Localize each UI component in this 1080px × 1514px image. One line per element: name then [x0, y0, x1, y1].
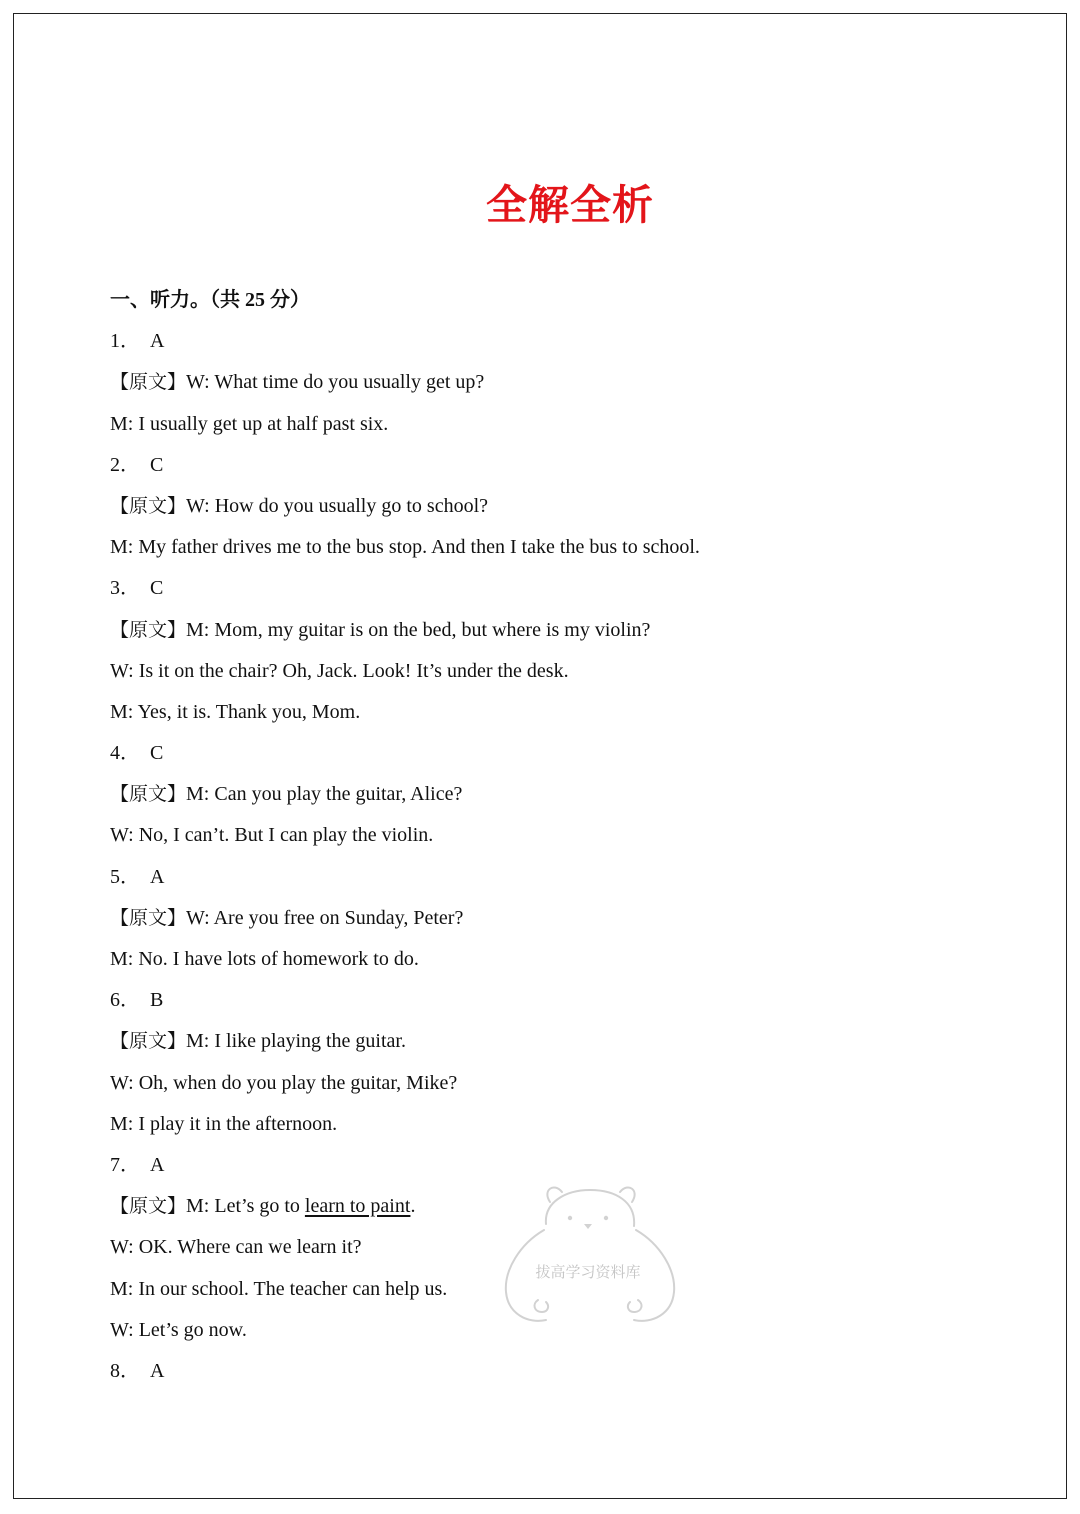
- answer-letter: A: [150, 1359, 165, 1382]
- answer-letter: C: [150, 742, 164, 765]
- dialogue-line: M: My father drives me to the bus stop. And then I take the bus to school.: [110, 536, 700, 559]
- transcript-line: [110, 774, 1010, 815]
- question-number: 8．: [110, 1359, 140, 1382]
- document-body: [110, 280, 1010, 1392]
- answer-letter: A: [150, 330, 165, 353]
- dialogue-line: M: I play it in the afternoon.: [110, 1112, 338, 1135]
- dialogue-text: M: Let’s go to: [186, 1195, 305, 1218]
- dialogue-line: W: Oh, when do you play the guitar, Mike?: [110, 1071, 458, 1094]
- answer-letter: A: [150, 1153, 165, 1176]
- transcript-tag: 【原文】: [110, 783, 187, 806]
- transcript-line: [110, 898, 1010, 939]
- transcript-line: [110, 610, 1010, 651]
- dialogue-text: M: Mom, my guitar is on the bed, but where is my violin?: [186, 618, 651, 641]
- answer-letter: C: [150, 577, 164, 600]
- question-number: 6．: [110, 989, 140, 1012]
- dialogue-text: M: Can you play the guitar, Alice?: [186, 783, 463, 806]
- answer-line: [110, 445, 1010, 486]
- transcript-line: [110, 486, 1010, 527]
- dialogue-line: W: Is it on the chair? Oh, Jack. Look! It’s under the desk.: [110, 659, 569, 682]
- answer-letter: B: [150, 989, 164, 1012]
- dialogue-line: M: In our school. The teacher can help us.: [110, 1277, 448, 1300]
- answer-line: [110, 857, 1010, 898]
- dialogue-line: W: No, I can’t. But I can play the violin.: [110, 824, 434, 847]
- answer-letter: A: [150, 865, 165, 888]
- transcript-tag: 【原文】: [110, 1030, 187, 1053]
- transcript-tag: 【原文】: [110, 494, 187, 517]
- dialogue-line: M: Yes, it is. Thank you, Mom.: [110, 700, 361, 723]
- answer-line: [110, 980, 1010, 1021]
- dialogue-text: W: How do you usually go to school?: [186, 494, 489, 517]
- section-heading: 一、听力。（共 25 分）: [110, 289, 310, 311]
- transcript-line: [110, 1021, 1010, 1062]
- answer-line: [110, 1351, 1010, 1392]
- question-number: 2．: [110, 453, 140, 476]
- transcript-tag: 【原文】: [110, 906, 187, 929]
- question-number: 7．: [110, 1153, 140, 1176]
- dialogue-text-end: .: [410, 1195, 416, 1218]
- dialogue-line: M: No. I have lots of homework to do.: [110, 948, 419, 970]
- transcript-tag: 【原文】: [110, 371, 187, 394]
- answer-letter: C: [150, 453, 164, 476]
- answer-line: [110, 321, 1010, 362]
- transcript-tag: 【原文】: [110, 1195, 187, 1218]
- question-number: 4．: [110, 742, 140, 765]
- question-number: 5．: [110, 865, 140, 888]
- dialogue-line: W: OK. Where can we learn it?: [110, 1236, 362, 1259]
- dialogue-text: W: Are you free on Sunday, Peter?: [186, 906, 464, 929]
- answer-line: [110, 733, 1010, 774]
- underlined-phrase: learn to paint: [304, 1195, 411, 1218]
- answer-line: [110, 1145, 1010, 1186]
- question-number: 3．: [110, 577, 140, 600]
- page-title: 全解全析: [486, 181, 654, 229]
- dialogue-line: W: Let’s go now.: [110, 1318, 247, 1341]
- dialogue-line: M: I usually get up at half past six.: [110, 412, 389, 435]
- dialogue-text: M: I like playing the guitar.: [186, 1030, 406, 1053]
- transcript-line: [110, 362, 1010, 403]
- answer-line: [110, 568, 1010, 609]
- transcript-line: [110, 1186, 1010, 1227]
- watermark-text: 拔高学习资料库: [535, 1263, 641, 1281]
- transcript-tag: 【原文】: [110, 618, 187, 641]
- question-number: 1．: [110, 330, 140, 353]
- dialogue-text: W: What time do you usually get up?: [186, 371, 485, 394]
